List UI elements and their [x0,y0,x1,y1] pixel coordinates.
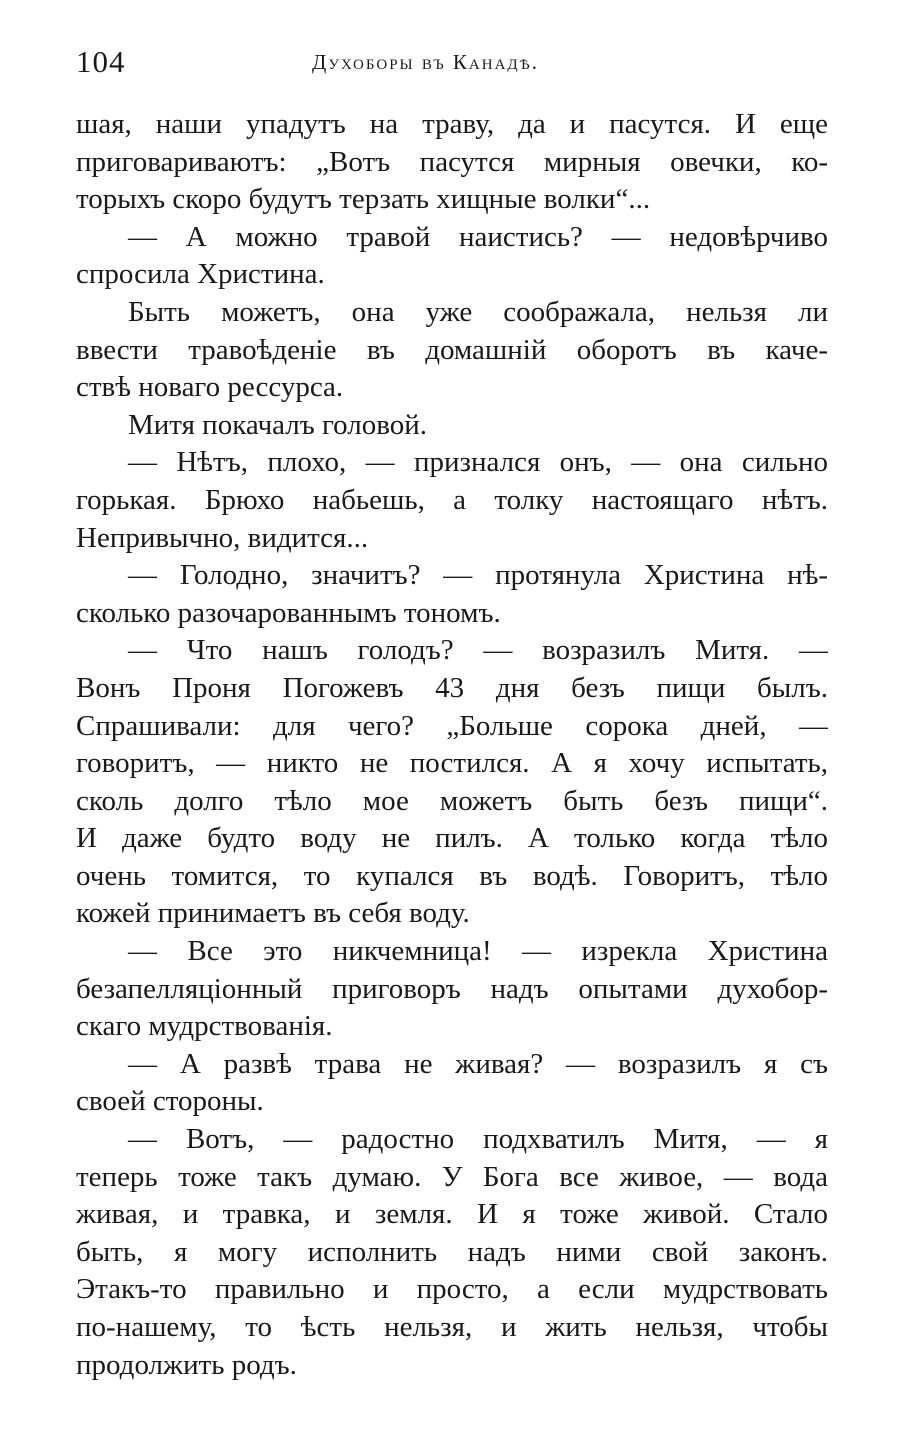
text-line: ствѣ новаго рессурса. [76,371,344,404]
text-line: сколько разочарованнымъ тономъ. [76,596,501,629]
text-line: очень томится, то купался въ водѣ. Говоритъ, тѣло [76,859,828,892]
text-line: — Голодно, значитъ? — протянула Христина нѣ- [128,559,828,592]
text-line: ввести травоѣденіе въ домашній оборотъ въ каче- [76,333,828,366]
text-line: спросила Христина. [76,258,325,291]
text-line: шая, наши упадутъ на траву, да и пасутся. И еще [76,108,828,140]
text-line: кожей принимаетъ въ себя воду. [76,897,470,930]
text-line: безапелляціонный приговоръ надъ опытами духобор- [76,972,828,1005]
text-line: своей стороны. [76,1085,264,1118]
text-line: по-нашему, то ѣсть нельзя, и жить нельзя, чтобы [76,1311,828,1343]
text-line: торыхъ скоро будутъ терзать хищные волки“... [76,183,651,216]
text-line: Спрашивали: для чего? „Больше сорока дней, — [76,709,828,742]
text-line: приговариваютъ: „Вотъ пасутся мирныя овечки, ко- [76,145,828,178]
text-line: Вонъ Проня Погожевъ 43 дня безъ пищи былъ. [76,671,828,704]
text-line: теперь тоже такъ думаю. У Бога все живое, — вода [76,1160,828,1193]
text-line: Митя покачалъ головой. [128,408,428,441]
text-line: сколь долго тѣло мое можетъ быть безъ пищи“. [76,784,828,817]
body-text [76,106,828,1384]
page-header [76,40,828,88]
text-line: Быть можетъ, она уже соображала, нельзя ли [128,295,828,328]
page-number: 104 [76,44,126,79]
text-line: Непривычно, видится... [76,521,369,554]
text-line: — Все это никчемница! — изрекла Христина [128,935,828,968]
text-line: быть, я могу исполнить надъ ними свой законъ. [76,1235,828,1268]
text-line: — Нѣтъ, плохо, — признался онъ, — она сильно [128,446,828,479]
text-line: Этакъ-то правильно и просто, а если мудрствовать [76,1273,828,1306]
text-line: горькая. Брюхо набьешь, а толку настоящаго нѣтъ. [76,483,828,516]
text-line: говоритъ, — никто не постился. А я хочу испытать, [76,747,828,780]
text-line: — А развѣ трава не живая? — возразилъ я съ [128,1047,828,1080]
text-line: скаго мудрствованія. [76,1010,333,1043]
running-title: Духоборы въ Канадѣ. [312,50,539,74]
text-line: И даже будто воду не пилъ. А только когда тѣло [76,822,828,855]
text-line: — Что нашъ голодъ? — возразилъ Митя. — [128,634,828,667]
text-line: — Вотъ, — радостно подхватилъ Митя, — я [128,1123,828,1156]
text-line: — А можно травой наистись? — недовѣрчиво [128,220,828,253]
text-line: живая, и травка, и земля. И я тоже живой. Стало [76,1198,828,1231]
book-page [76,40,828,1384]
text-line: продолжить родъ. [76,1348,297,1381]
